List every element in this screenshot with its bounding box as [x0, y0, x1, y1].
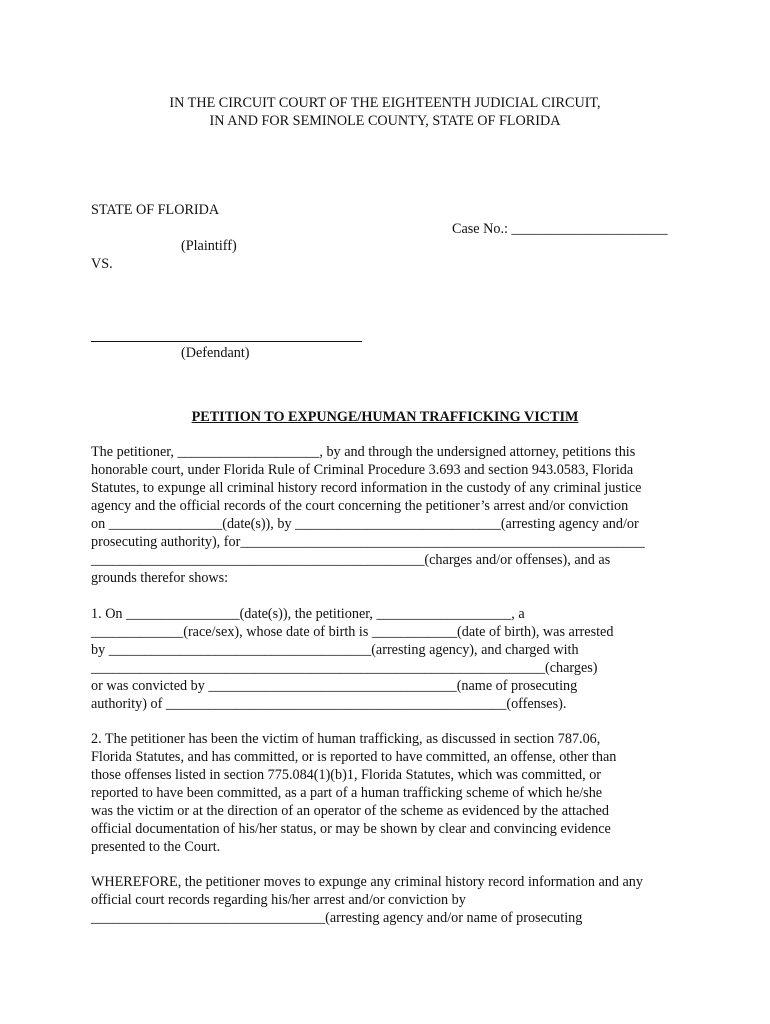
intro-line: grounds therefor shows:: [91, 570, 229, 586]
intro-line: prosecuting authority), for_________________________________________________________: [91, 534, 645, 550]
wherefore-line: _________________________________(arresting agency and/or name of prosecuting: [91, 910, 583, 926]
court-header-line-2: IN AND FOR SEMINOLE COUNTY, STATE OF FLORIDA: [209, 113, 561, 129]
intro-line: honorable court, under Florida Rule of Criminal Procedure 3.693 and section 943.0583, Florida: [91, 462, 634, 478]
defendant-role-label: (Defendant): [181, 345, 250, 361]
paragraph-1-line: by _____________________________________(arresting agency), and charged with: [91, 642, 579, 658]
paragraph-2-line: those offenses listed in section 775.084(1)(b)1, Florida Statutes, which was committed, or: [91, 767, 602, 783]
paragraph-2-line: official documentation of his/her status, or may be shown by clear and convincing evidence: [91, 821, 611, 837]
paragraph-1-line: _____________(race/sex), whose date of birth is ____________(date of birth), was arrested: [91, 624, 614, 640]
paragraph-2-line: was the victim or at the direction of an operator of the scheme as evidenced by the attached: [91, 803, 610, 819]
court-header-line-1: IN THE CIRCUIT COURT OF THE EIGHTEENTH JUDICIAL CIRCUIT,: [169, 95, 601, 111]
intro-line: agency and the official records of the court concerning the petitioner’s arrest and/or conviction: [91, 498, 629, 514]
paragraph-1-line: authority) of ________________________________________________(offenses).: [91, 696, 567, 712]
plaintiff-role-label: (Plaintiff): [181, 238, 237, 254]
defendant-signature-line: [91, 341, 362, 342]
case-number-field: Case No.: ______________________: [452, 221, 668, 237]
intro-line: on ________________(date(s)), by _____________________________(arresting agency and/or: [91, 516, 639, 532]
versus-label: VS.: [91, 256, 113, 272]
paragraph-1-line: ________________________________________________________________(charges): [91, 660, 598, 676]
paragraph-2-line: Florida Statutes, and has committed, or is reported to have committed, an offense, other than: [91, 749, 617, 765]
paragraph-2-line: presented to the Court.: [91, 839, 221, 855]
paragraph-1-line: or was convicted by ___________________________________(name of prosecuting: [91, 678, 578, 694]
intro-line: _______________________________________________(charges and/or offenses), and as: [91, 552, 611, 568]
wherefore-line: WHEREFORE, the petitioner moves to expunge any criminal history record information and any: [91, 874, 643, 890]
intro-line: Statutes, to expunge all criminal history record information in the custody of any criminal justice: [91, 480, 642, 496]
wherefore-line: official court records regarding his/her arrest and/or conviction by: [91, 892, 466, 908]
petition-title: PETITION TO EXPUNGE/HUMAN TRAFFICKING VICTIM: [191, 409, 579, 425]
paragraph-1-line: 1. On ________________(date(s)), the petitioner, ___________________, a: [91, 606, 525, 622]
plaintiff-name: STATE OF FLORIDA: [91, 202, 220, 218]
paragraph-2-line: reported to have been committed, as a part of a human trafficking scheme of which he/she: [91, 785, 603, 801]
paragraph-2-line: 2. The petitioner has been the victim of human trafficking, as discussed in section 787.06,: [91, 731, 601, 747]
intro-line: The petitioner, ____________________, by and through the undersigned attorney, petitions this: [91, 444, 636, 460]
